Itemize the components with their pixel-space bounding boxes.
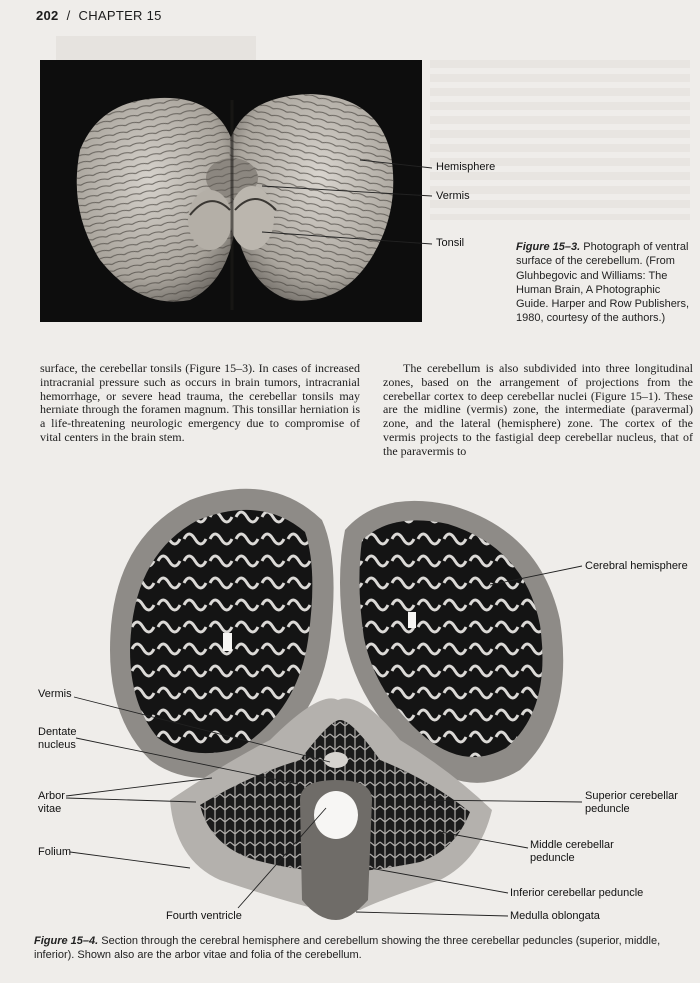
body-paragraph-right: The cerebellum is also subdivided into three longitudinal zones, based on the arrangement of projections from the cerebellar cortex to deep cerebellar nuclei (Figure 15–1). These are the midline (vermis) zone, the intermediate (paravermal) zone, and the lateral (hemisphere) zone. The cortex of the vermis projects to the fastigial deep cerebellar nucleus, that of the paravermis to [383,361,693,458]
label-hemisphere: Hemisphere [436,161,496,173]
figure-4-caption-label: Figure 15–4. [34,935,99,947]
label-inferior-cerebellar-peduncle: Inferior cerebellar peduncle [510,887,644,899]
chapter-title: CHAPTER 15 [78,8,162,23]
header-separator: / [66,8,71,23]
page-number: 202 [36,8,59,23]
figure-4-caption-text: Section through the cerebral hemisphere and cerebellum showing the three cerebellar peduncles (superior, middle, inferior). Shown also are the arbor vitae and folia of the cerebellum. [34,935,661,961]
label-middle-cerebellar-peduncle [530,839,614,865]
label-arbor-vitae [38,790,65,816]
label-vermis: Vermis [436,190,470,202]
figure-4-caption [34,934,694,962]
label-middle-line1: Middle cerebellar [530,839,614,851]
label-tonsil: Tonsil [436,237,465,249]
label-superior-line1: Superior cerebellar [585,790,678,802]
label-folium: Folium [38,846,72,858]
body-paragraph-left: surface, the cerebellar tonsils (Figure 15–3). In cases of increased intracranial pressure such as occurs in brain tumors, intracranial hemorrhage, or severe head trauma, the cerebellar tonsils may herniate through the foramen magnum. This tonsillar herniation is a life-threatening neurologic emergency due to compromise of vital centers in the brain stem. [40,361,360,444]
label-dentate-line2: nucleus [38,739,76,751]
figure-3-caption-text: Photograph of ventral surface of the cerebellum. (From Gluhbegovic and Williams: The Human Brain, A Photographic Guide. Harper and Row Publishers, 1980, courtesy of the authors.) [516,241,690,325]
label-middle-line2: peduncle [530,852,575,864]
figure-3-caption-label: Figure 15–3. [516,241,581,253]
label-dentate-nucleus [38,726,77,752]
label-arbor-line2: vitae [38,803,62,815]
label-superior-line2: peduncle [585,803,630,815]
label-superior-cerebellar-peduncle [585,790,678,816]
label-fourth-ventricle: Fourth ventricle [166,910,242,922]
label-cerebral-hemisphere: Cerebral hemisphere [585,560,688,572]
label-dentate-line1: Dentate [38,726,77,738]
label-medulla-oblongata: Medulla oblongata [510,910,600,922]
label-arbor-line1: Arbor [38,790,65,802]
label-vermis-section: Vermis [38,688,72,700]
